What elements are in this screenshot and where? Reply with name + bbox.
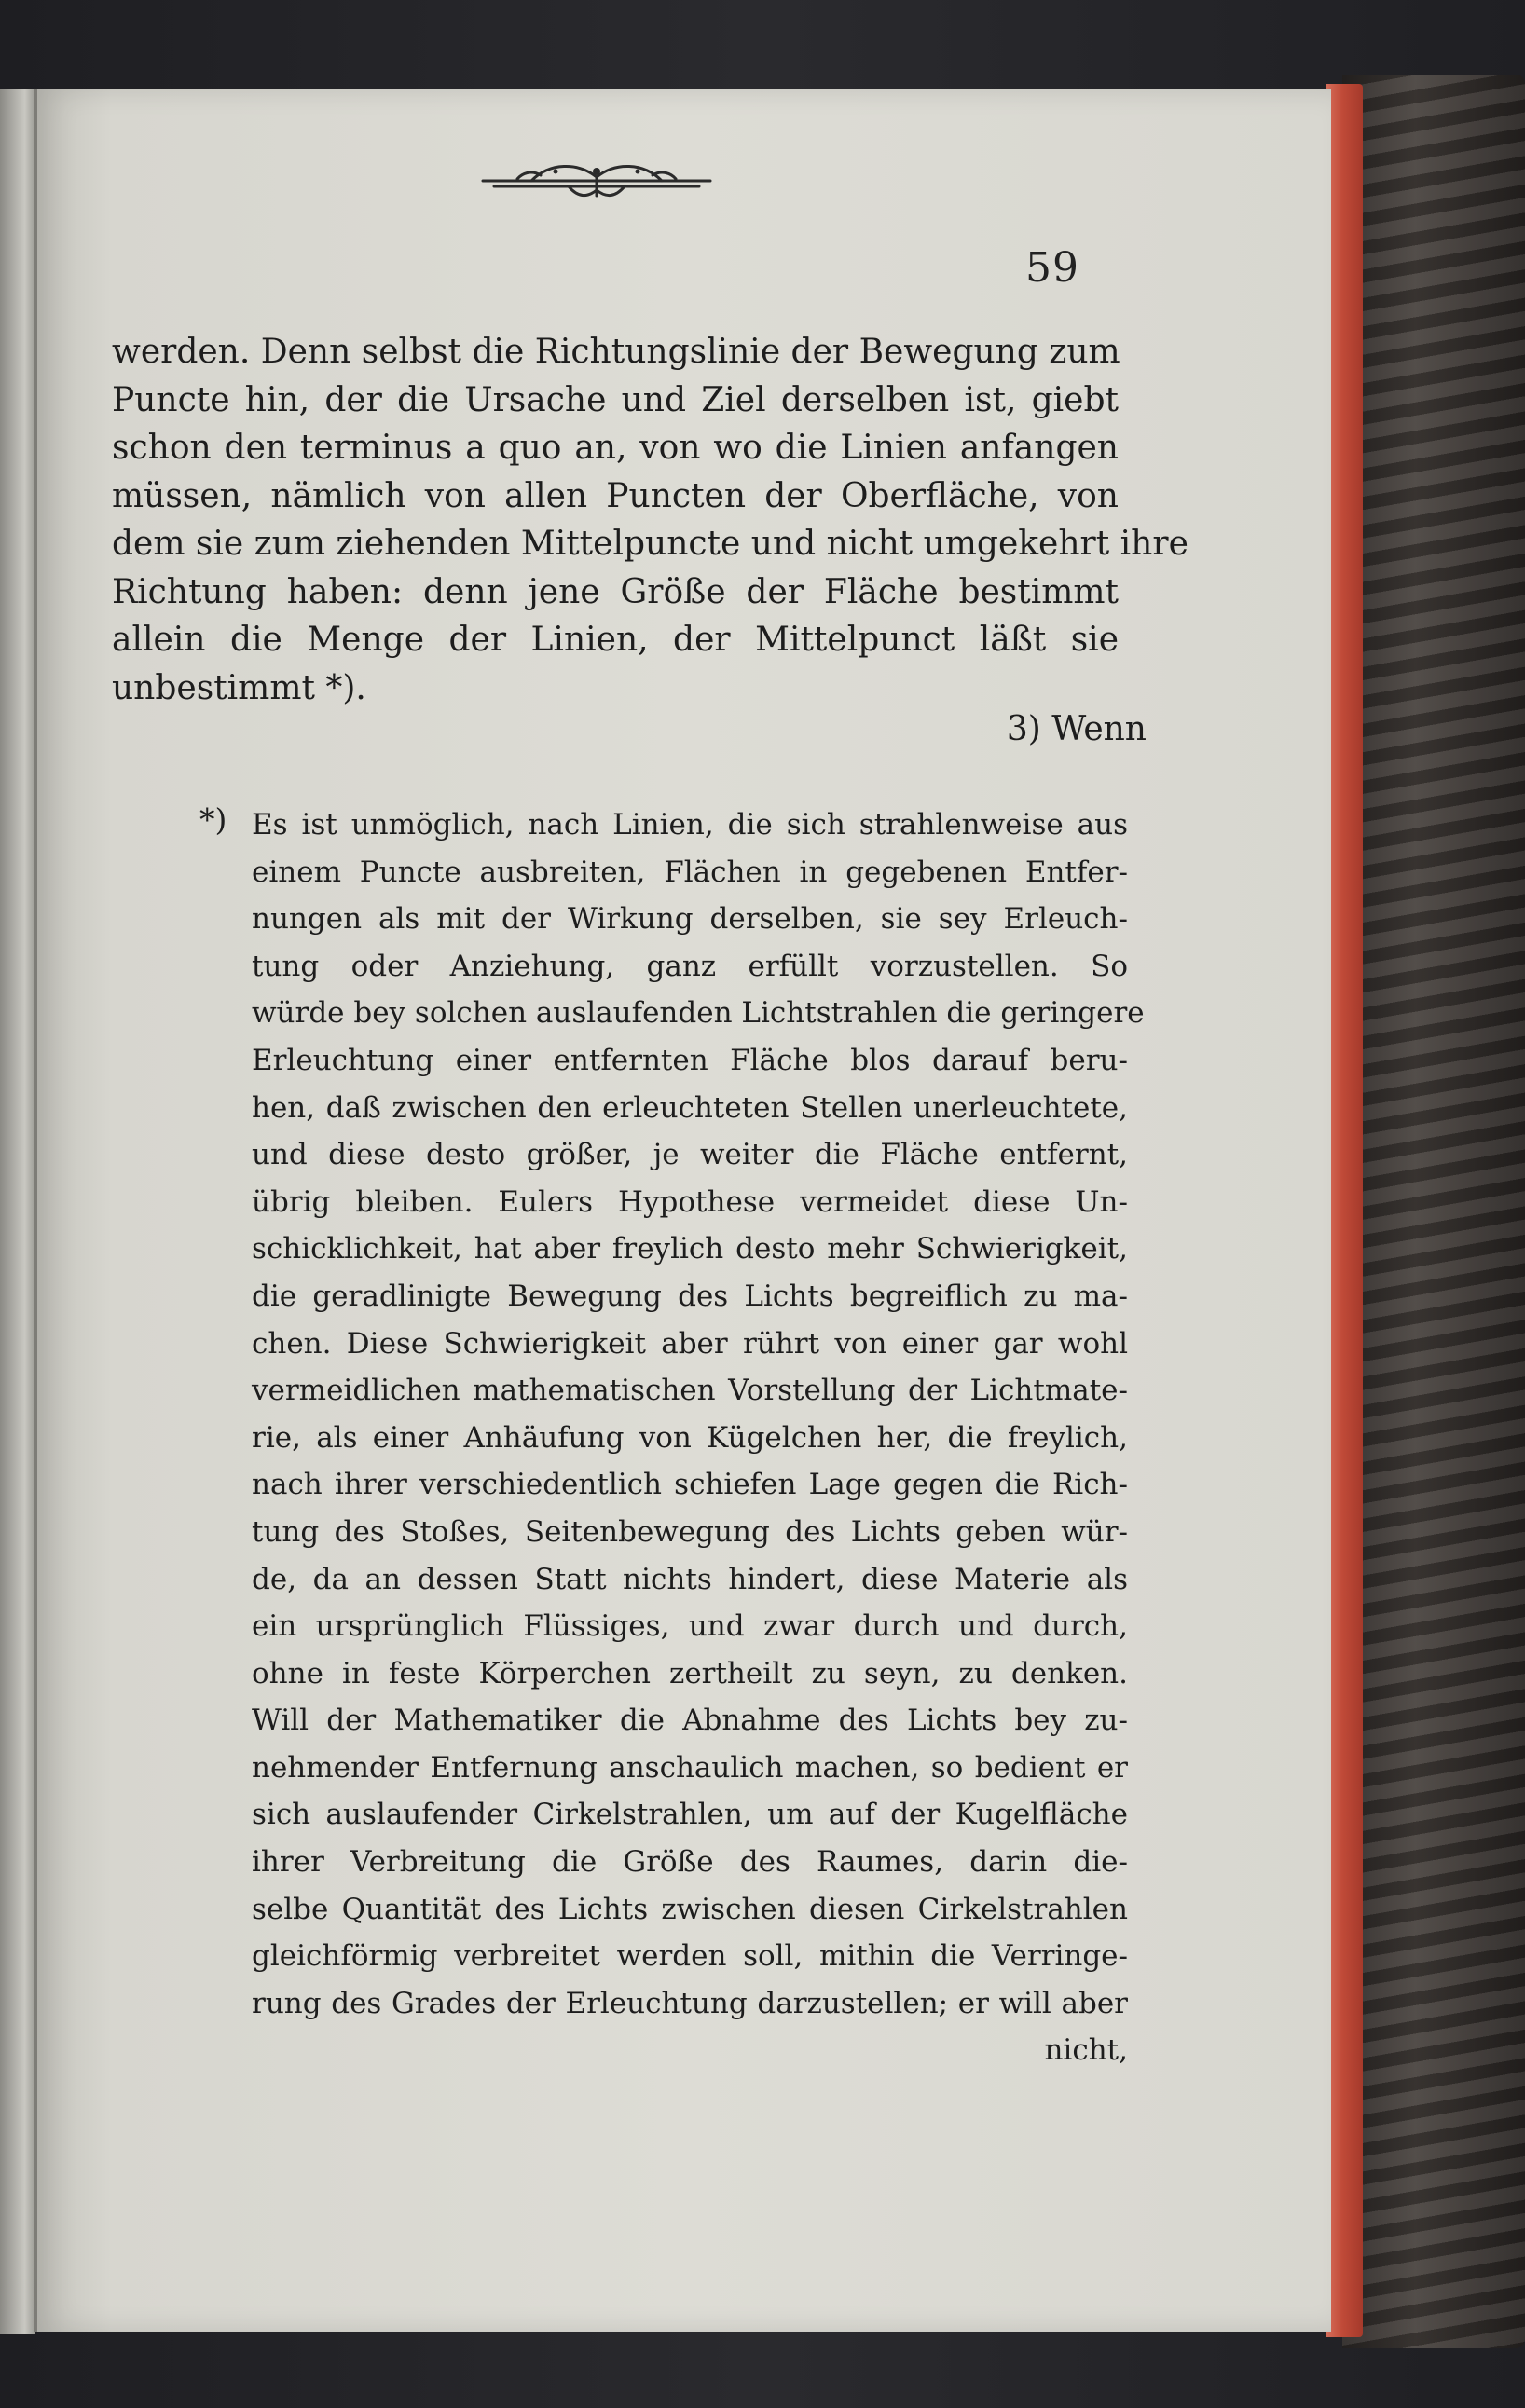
footnote-line: sich auslaufender Cirkelstrahlen, um auf der Kugelfläche	[252, 1798, 1128, 1832]
footnote-line: Erleuchtung einer entfernten Fläche blos darauf beru-	[252, 1043, 1128, 1077]
footnote-line: und diese desto größer, je weiter die Fläche entfernt,	[252, 1138, 1128, 1172]
footnote-line: Will der Mathematiker die Abnahme des Lichts bey zu-	[252, 1703, 1128, 1738]
footnote-line: selbe Quantität des Lichts zwischen diesen Cirkelstrahlen	[252, 1892, 1128, 1926]
text-line: schon den terminus a quo an, von wo die Linien anfangen	[112, 429, 1119, 467]
footnote-line: nicht,	[1044, 2033, 1128, 2068]
footnote-line: ihrer Verbreitung die Größe des Raumes, darin die-	[252, 1845, 1128, 1880]
footnote-line: tung des Stoßes, Seitenbewegung des Lichts geben wür-	[252, 1514, 1128, 1549]
footnote-line: würde bey solchen auslaufenden Lichtstrahlen die geringere	[252, 996, 1145, 1031]
footnote-line: rung des Grades der Erleuchtung darzustellen; er will aber	[252, 1986, 1128, 2020]
footnote-line: nehmender Entfernung anschaulich machen, so bedient er	[252, 1750, 1128, 1785]
catchword: 3) Wenn	[1006, 710, 1147, 748]
book-cover-edge	[1342, 75, 1525, 2348]
footnote-line: einem Puncte ausbreiten, Flächen in gegebenen Entfer-	[252, 855, 1128, 889]
footnote-line: ohne in feste Körperchen zertheilt zu seyn, zu denken.	[252, 1656, 1128, 1690]
decorative-flourish-icon	[475, 149, 718, 205]
page-number: 59	[1025, 244, 1079, 292]
footnote-line: hen, daß zwischen den erleuchteten Stellen unerleuchtete,	[252, 1090, 1128, 1125]
text-line: dem sie zum ziehenden Mittelpuncte und nicht umgekehrt ihre	[112, 525, 1188, 563]
left-page-edge	[0, 89, 35, 2334]
footnote-line: nungen als mit der Wirkung derselben, sie sey Erleuch-	[252, 902, 1128, 937]
footnote-line: gleichförmig verbreitet werden soll, mithin die Verringe-	[252, 1939, 1128, 1974]
footnote-line: tung oder Anziehung, ganz erfüllt vorzustellen. So	[252, 949, 1128, 983]
text-line: unbestimmt *).	[112, 668, 366, 707]
footnote-line: chen. Diese Schwierigkeit aber rührt von einer gar wohl	[252, 1326, 1128, 1361]
footnote-line: die geradlinigte Bewegung des Lichts begreiflich zu ma-	[252, 1279, 1128, 1313]
footnote-line: de, da an dessen Statt nichts hindert, diese Materie als	[252, 1562, 1128, 1596]
red-page-edges	[1326, 84, 1363, 2337]
footnote-line: Es ist unmöglich, nach Linien, die sich strahlenweise aus	[252, 808, 1128, 841]
text-line: allein die Menge der Linien, der Mittelpunct läßt sie	[112, 621, 1119, 659]
footnote-line: vermeidlichen mathematischen Vorstellung der Lichtmate-	[252, 1374, 1128, 1408]
footnote-line: schicklichkeit, hat aber freylich desto mehr Schwierigkeit,	[252, 1232, 1128, 1266]
footnote-line: übrig bleiben. Eulers Hypothese vermeidet diese Un-	[252, 1184, 1128, 1219]
footnote-line: rie, als einer Anhäufung von Kügelchen her, die freylich,	[252, 1420, 1128, 1455]
text-line: Richtung haben: denn jene Größe der Fläche bestimmt	[112, 572, 1119, 611]
main-paragraph	[112, 328, 1188, 712]
gutter-shadow	[34, 89, 37, 2332]
footnote-line: ein ursprünglich Flüssiges, und zwar durch und durch,	[252, 1609, 1128, 1644]
text-line: werden. Denn selbst die Richtungslinie der Bewegung zum	[112, 333, 1120, 371]
footnote-marker: *)	[199, 801, 227, 838]
footnote	[252, 801, 1145, 2074]
footnote-line: nach ihrer verschiedentlich schiefen Lage gegen die Rich-	[252, 1468, 1128, 1502]
text-line: müssen, nämlich von allen Puncten der Oberfläche, von	[112, 476, 1119, 515]
text-line: Puncte hin, der die Ursache und Ziel derselben ist, giebt	[112, 380, 1119, 419]
